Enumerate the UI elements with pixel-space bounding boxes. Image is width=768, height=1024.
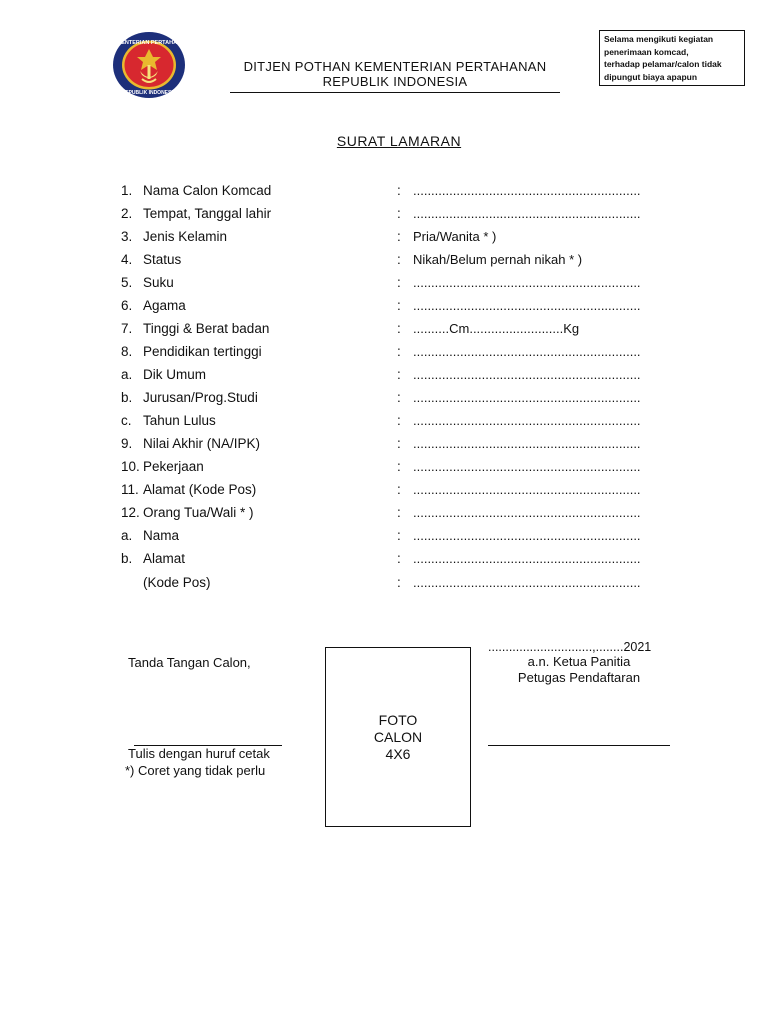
row-colon: : <box>397 482 401 497</box>
row-colon: : <box>397 390 401 405</box>
notice-line-2: penerimaan komcad, <box>604 46 689 57</box>
emblem-icon <box>112 31 186 99</box>
row-colon: : <box>397 413 401 428</box>
row-colon: : <box>397 505 401 520</box>
form-row <box>121 296 681 316</box>
row-number: c. <box>121 413 132 428</box>
row-number: 9. <box>121 436 133 451</box>
row-label: Alamat (Kode Pos) <box>143 482 257 497</box>
row-value: ............................................................... <box>413 482 641 497</box>
letterhead <box>230 59 560 89</box>
row-number: b. <box>121 390 133 405</box>
row-number: a. <box>121 367 133 382</box>
row-colon: : <box>397 183 401 198</box>
row-number: 6. <box>121 298 133 313</box>
row-value: ............................................................... <box>413 183 641 198</box>
emblem-ring-text-bottom: REPUBLIK INDONESIA <box>121 90 177 96</box>
row-label: Suku <box>143 275 174 290</box>
row-number: 3. <box>121 229 133 244</box>
row-colon: : <box>397 436 401 451</box>
row-label: Alamat <box>143 551 186 566</box>
strike-out-note: *) Coret yang tidak perlu <box>125 763 266 778</box>
letterhead-rule <box>230 92 560 93</box>
row-value: ............................................................... <box>413 298 641 313</box>
form-row <box>121 434 681 454</box>
row-number: 8. <box>121 344 133 359</box>
row-value: ............................................................... <box>413 206 641 221</box>
row-colon: : <box>397 575 401 590</box>
row-value: Pria/Wanita * ) <box>413 229 497 244</box>
row-colon: : <box>397 551 401 566</box>
row-number: 7. <box>121 321 133 336</box>
document-title <box>0 133 768 149</box>
letterhead-line-1: DITJEN POTHAN KEMENTERIAN PERTAHANAN <box>243 59 547 74</box>
row-number: 2. <box>121 206 133 221</box>
form-row <box>121 457 681 477</box>
place-date-line: ..............................,........2021 <box>488 640 652 654</box>
photo-line-3: 4X6 <box>385 746 411 762</box>
row-label: (Kode Pos) <box>143 575 211 590</box>
row-colon: : <box>397 459 401 474</box>
photo-line-2: CALON <box>373 729 423 745</box>
row-number: a. <box>121 528 133 543</box>
committee-line-2: Petugas Pendaftaran <box>517 670 641 685</box>
notice-line-3: terhadap pelamar/calon tidak <box>604 59 722 69</box>
row-label: Tahun Lulus <box>143 413 216 428</box>
row-label: Orang Tua/Wali * ) <box>143 505 254 520</box>
photo-placeholder-text <box>326 712 470 763</box>
row-value: ..........Cm..........................Kg <box>413 321 580 336</box>
row-label: Tempat, Tanggal lahir <box>143 206 272 221</box>
form-row <box>121 526 681 546</box>
fee-notice-box <box>599 30 745 86</box>
row-label: Tinggi & Berat badan <box>143 321 270 336</box>
form-row <box>121 411 681 431</box>
photo-line-1: FOTO <box>378 712 418 728</box>
row-label: Nilai Akhir (NA/IPK) <box>143 436 261 451</box>
form-row <box>121 319 681 339</box>
row-number: 4. <box>121 252 133 267</box>
row-value: ............................................................... <box>413 413 641 428</box>
committee-line-1: a.n. Ketua Panitia <box>527 654 631 669</box>
row-value: ............................................................... <box>413 275 641 290</box>
row-value: ............................................................... <box>413 390 641 405</box>
form-row <box>121 365 681 385</box>
applicant-signature-label: Tanda Tangan Calon, <box>128 655 251 670</box>
row-colon: : <box>397 275 401 290</box>
row-label: Pendidikan tertinggi <box>143 344 262 359</box>
row-value: ............................................................... <box>413 505 641 520</box>
row-label: Agama <box>143 298 186 313</box>
row-colon: : <box>397 206 401 221</box>
officer-signature-line <box>488 745 670 746</box>
row-value: ............................................................... <box>413 528 641 543</box>
row-colon: : <box>397 321 401 336</box>
row-number: 10. <box>121 459 140 474</box>
form-row <box>121 342 681 362</box>
row-number: 11. <box>121 482 139 497</box>
row-colon: : <box>397 298 401 313</box>
form-row <box>121 204 681 224</box>
letterhead-line-2: REPUBLIK INDONESIA <box>322 74 468 89</box>
row-label: Status <box>143 252 182 267</box>
row-colon: : <box>397 252 401 267</box>
row-value: ............................................................... <box>413 459 641 474</box>
row-number: b. <box>121 551 133 566</box>
row-label: Jurusan/Prog.Studi <box>143 390 258 405</box>
row-value: ............................................................... <box>413 344 641 359</box>
form-row <box>121 273 681 293</box>
row-label: Pekerjaan <box>143 459 204 474</box>
notice-line-1: Selama mengikuti kegiatan <box>604 34 714 44</box>
notice-line-4: dipungut biaya apapun <box>604 71 698 82</box>
form-row <box>121 250 681 270</box>
form-row <box>121 181 681 201</box>
emblem-ring-text-top: KEMENTERIAN PERTAHANAN <box>112 40 186 46</box>
print-name-note: Tulis dengan huruf cetak <box>128 746 270 761</box>
row-colon: : <box>397 367 401 382</box>
form-row <box>121 549 681 569</box>
form-row <box>121 388 681 408</box>
row-colon: : <box>397 528 401 543</box>
document-title-text: SURAT LAMARAN <box>336 133 462 149</box>
form-row <box>121 573 681 593</box>
row-number: 1. <box>121 183 133 198</box>
form-row <box>121 480 681 500</box>
row-value: ............................................................... <box>413 575 641 590</box>
ministry-emblem-logo <box>112 31 186 99</box>
row-number: 12. <box>121 505 140 520</box>
row-label: Nama Calon Komcad <box>143 183 272 198</box>
row-value: ............................................................... <box>413 551 641 566</box>
row-value: ............................................................... <box>413 367 641 382</box>
row-label: Dik Umum <box>143 367 206 382</box>
row-label: Nama <box>143 528 180 543</box>
row-value: Nikah/Belum pernah nikah * ) <box>413 252 583 267</box>
row-value: ............................................................... <box>413 436 641 451</box>
row-number: 5. <box>121 275 133 290</box>
row-colon: : <box>397 229 401 244</box>
committee-block <box>488 654 670 686</box>
form-row <box>121 503 681 523</box>
row-label: Jenis Kelamin <box>143 229 228 244</box>
photo-box <box>325 647 471 827</box>
form-row <box>121 227 681 247</box>
row-colon: : <box>397 344 401 359</box>
